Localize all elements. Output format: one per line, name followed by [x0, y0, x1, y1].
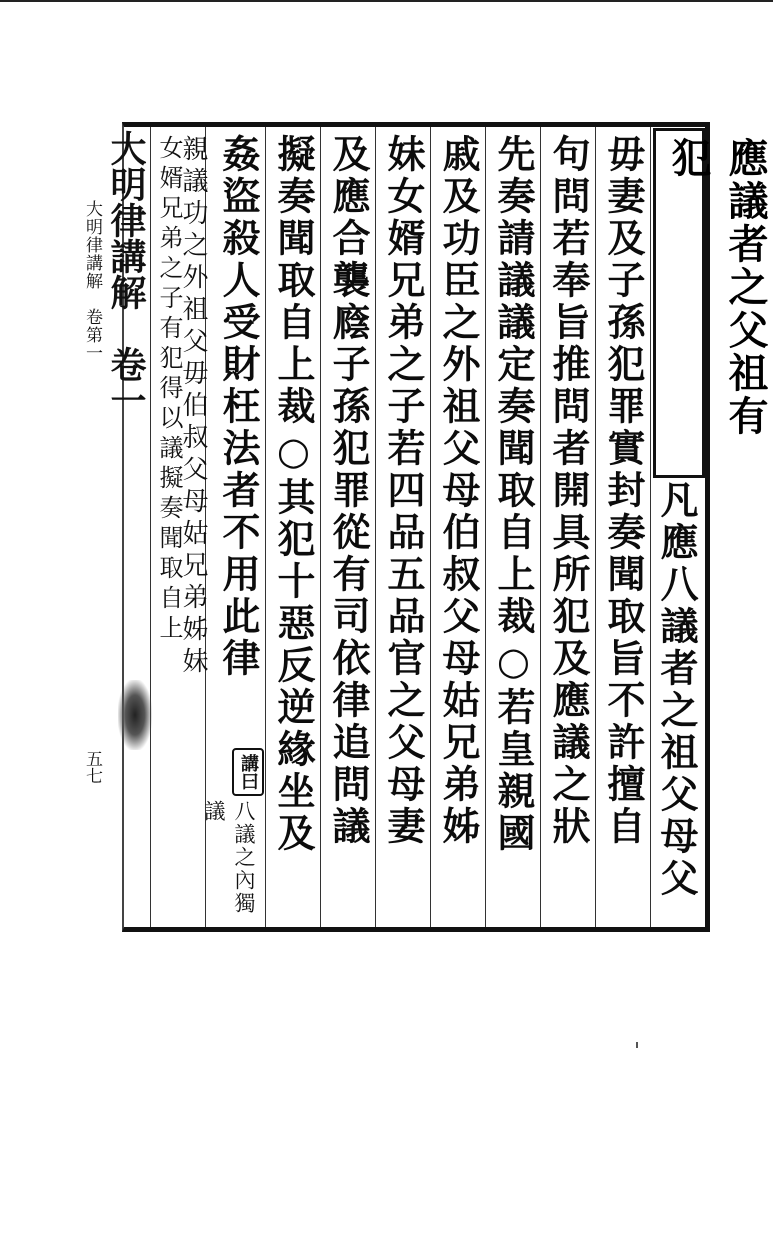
column-rule: [595, 127, 596, 927]
jiang-annotation-label: 講曰: [232, 748, 264, 796]
edge-title-fragment: 大明律講解 卷一: [105, 130, 147, 418]
column-rule: [485, 127, 486, 927]
section-heading: 應議者之父祖有犯: [665, 137, 769, 438]
annotation-left-small-1: 親議功之外祖父毋伯叔父母姑兄弟姊妹: [178, 135, 208, 679]
speck: [636, 1042, 638, 1048]
annotation-right-small: 八議之內獨議: [202, 800, 256, 915]
column-rule: [265, 127, 266, 927]
column-rule: [375, 127, 376, 927]
column-rule: [430, 127, 431, 927]
ink-smudge: [118, 680, 152, 750]
text-column-6: 妹女婿兄弟之子若四品五品官之父母妻: [381, 134, 426, 848]
column-rule: [540, 127, 541, 927]
text-column-9: 姦盜殺人受財枉法者不用此律: [216, 134, 261, 680]
annotation-left-small-2: 女婿兄弟之子有犯得以議擬奏聞取自上: [155, 135, 183, 645]
text-column-2: 毋妻及子孫犯罪實封奏聞取旨不許擅自: [601, 134, 646, 848]
column-rule: [650, 127, 651, 927]
top-border-line: [0, 0, 773, 2]
text-column-1: 凡應八議者之祖父母父: [654, 480, 699, 900]
text-column-4: 先奏請議議定奏聞取自上裁○若皇親國: [491, 134, 536, 855]
book-title-margin: 大明律講解 卷第一: [82, 200, 102, 362]
page-number: 五七: [82, 750, 102, 784]
text-column-7: 及應合襲廕子孫犯罪從有司依律追問議: [326, 134, 371, 848]
text-column-8: 擬奏聞取自上裁○其犯十惡反逆緣坐及: [271, 134, 316, 855]
text-column-5: 戚及功臣之外祖父母伯叔父母姑兄弟姊: [436, 134, 481, 848]
text-column-3: 句問若奉旨推問者開具所犯及應議之狀: [546, 134, 591, 848]
section-heading-box: [653, 128, 769, 478]
column-rule: [320, 127, 321, 927]
